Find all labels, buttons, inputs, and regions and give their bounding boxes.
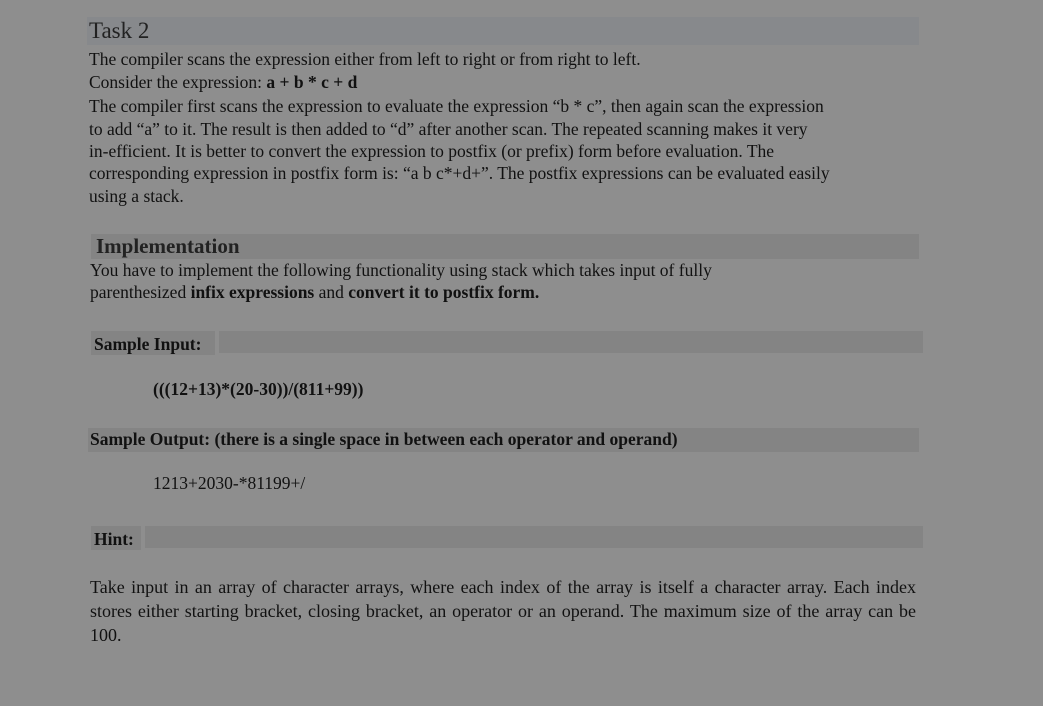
task-para-line-3: in-efficient. It is better to convert the expression to postfix (or prefix) form before evaluation. The xyxy=(89,141,775,161)
task-line-2-prefix: Consider the expression: xyxy=(89,72,267,92)
task-line-1: The compiler scans the expression either from left to right or from right to left. xyxy=(89,49,641,69)
sample-output-label: Sample Output: (there is a single space in between each operator and operand) xyxy=(90,429,678,449)
task-heading: Task 2 xyxy=(89,18,150,43)
implementation-line-2 xyxy=(90,281,539,304)
task-heading-bar xyxy=(87,17,919,45)
task-line-2 xyxy=(89,71,357,94)
sample-input-label: Sample Input: xyxy=(94,334,202,354)
implementation-line-2-b: infix expressions xyxy=(190,282,315,302)
sample-output-value: 1213+2030-*81199+/ xyxy=(153,473,306,493)
implementation-line-2-a: parenthesized xyxy=(90,282,191,302)
implementation-line-2-d: convert it to postfix form. xyxy=(348,282,540,302)
implementation-line-2-c: and xyxy=(314,282,349,302)
task-para-line-4: corresponding expression in postfix form is: “a b c*+d+”. The postfix expressions can be evaluated easily xyxy=(89,163,830,183)
task-para-line-5: using a stack. xyxy=(89,186,184,206)
task-para-line-2: to add “a” to it. The result is then added to “d” after another scan. The repeated scanning makes it very xyxy=(89,119,808,139)
hint-text: Take input in an array of character arrays, where each index of the array is itself a character array. Each index stores either starting bracket, closing bracket, an operator or an operand. The maximum size of the array can be 100. xyxy=(90,577,916,645)
implementation-line-1: You have to implement the following functionality using stack which takes input of fully xyxy=(90,260,712,280)
implementation-heading: Implementation xyxy=(96,234,240,258)
sample-input-bar xyxy=(219,331,923,353)
hint-label: Hint: xyxy=(94,529,134,549)
sample-input-value: (((12+13)*(20-30))/(811+99)) xyxy=(153,379,364,399)
hint-bar xyxy=(145,526,923,548)
example-expression: a + b * c + d xyxy=(266,72,358,92)
task-para-line-1: The compiler first scans the expression to evaluate the expression “b * c”, then again scan the expression xyxy=(89,96,824,116)
